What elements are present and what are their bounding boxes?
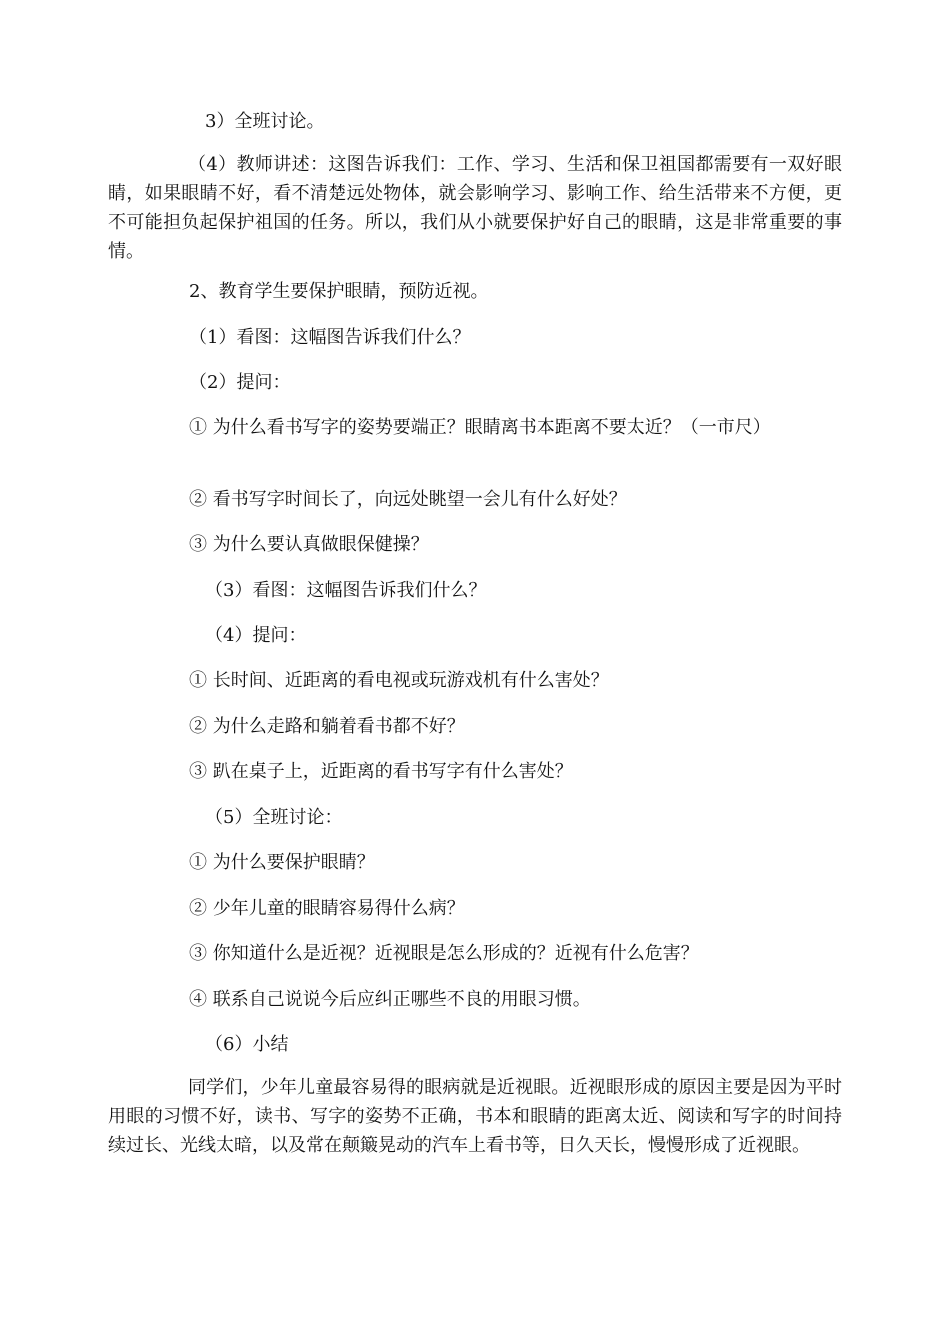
discussion-myopia: ③ 你知道什么是近视？近视眼是怎么形成的？近视有什么危害？ <box>189 943 699 964</box>
item-6-summary: （6）小结 <box>205 1034 289 1055</box>
question-lying-on-desk: ③ 趴在桌子上，近距离的看书写字有什么害处？ <box>189 761 573 782</box>
item-4-questions: （4）提问： <box>205 625 307 646</box>
question-eye-exercise: ③ 为什么要认真做眼保健操？ <box>189 534 429 555</box>
question-tv-games: ① 长时间、近距离的看电视或玩游戏机有什么害处？ <box>189 670 609 691</box>
item-1-look-at-picture: （1）看图：这幅图告诉我们什么？ <box>189 327 471 348</box>
discussion-why-protect: ① 为什么要保护眼睛？ <box>189 852 375 873</box>
discussion-habits: ④ 联系自己说说今后应纠正哪些不良的用眼习惯。 <box>189 989 591 1010</box>
teacher-explanation-paragraph: （4）教师讲述：这图告诉我们：工作、学习、生活和保卫祖国都需要有一双好眼睛，如果眼睛不好，看不清楚远处物体，就会影响学习、影响工作、给生活带来不方便，更不可能担负起保护祖国的任务。所以，我们从小就要保护好自己的眼睛，这是非常重要的事情。 <box>108 154 842 262</box>
item-3-look-at-picture: （3）看图：这幅图告诉我们什么？ <box>205 580 487 601</box>
discussion-common-disease: ② 少年儿童的眼睛容易得什么病？ <box>189 898 465 919</box>
section-2-heading: 2、教育学生要保护眼睛，预防近视。 <box>189 281 489 302</box>
question-walking-lying: ② 为什么走路和躺着看书都不好？ <box>189 716 465 737</box>
question-posture: ① 为什么看书写字的姿势要端正？眼睛离书本距离不要太近？（一市尺） <box>189 417 771 438</box>
discussion-heading: 3）全班讨论。 <box>205 111 325 132</box>
item-2-questions: （2）提问： <box>189 372 291 393</box>
summary-paragraph: 同学们，少年儿童最容易得的眼病就是近视眼。近视眼形成的原因主要是因为平时用眼的习惯不好，读书、写字的姿势不正确，书本和眼睛的距离太近、阅读和写字的时间持续过长、光线太暗，以及常在颠簸晃动的汽车上看书等，日久天长，慢慢形成了近视眼。 <box>108 1077 842 1156</box>
question-look-far: ② 看书写字时间长了，向远处眺望一会儿有什么好处？ <box>189 489 627 510</box>
item-5-class-discussion: （5）全班讨论： <box>205 807 343 828</box>
